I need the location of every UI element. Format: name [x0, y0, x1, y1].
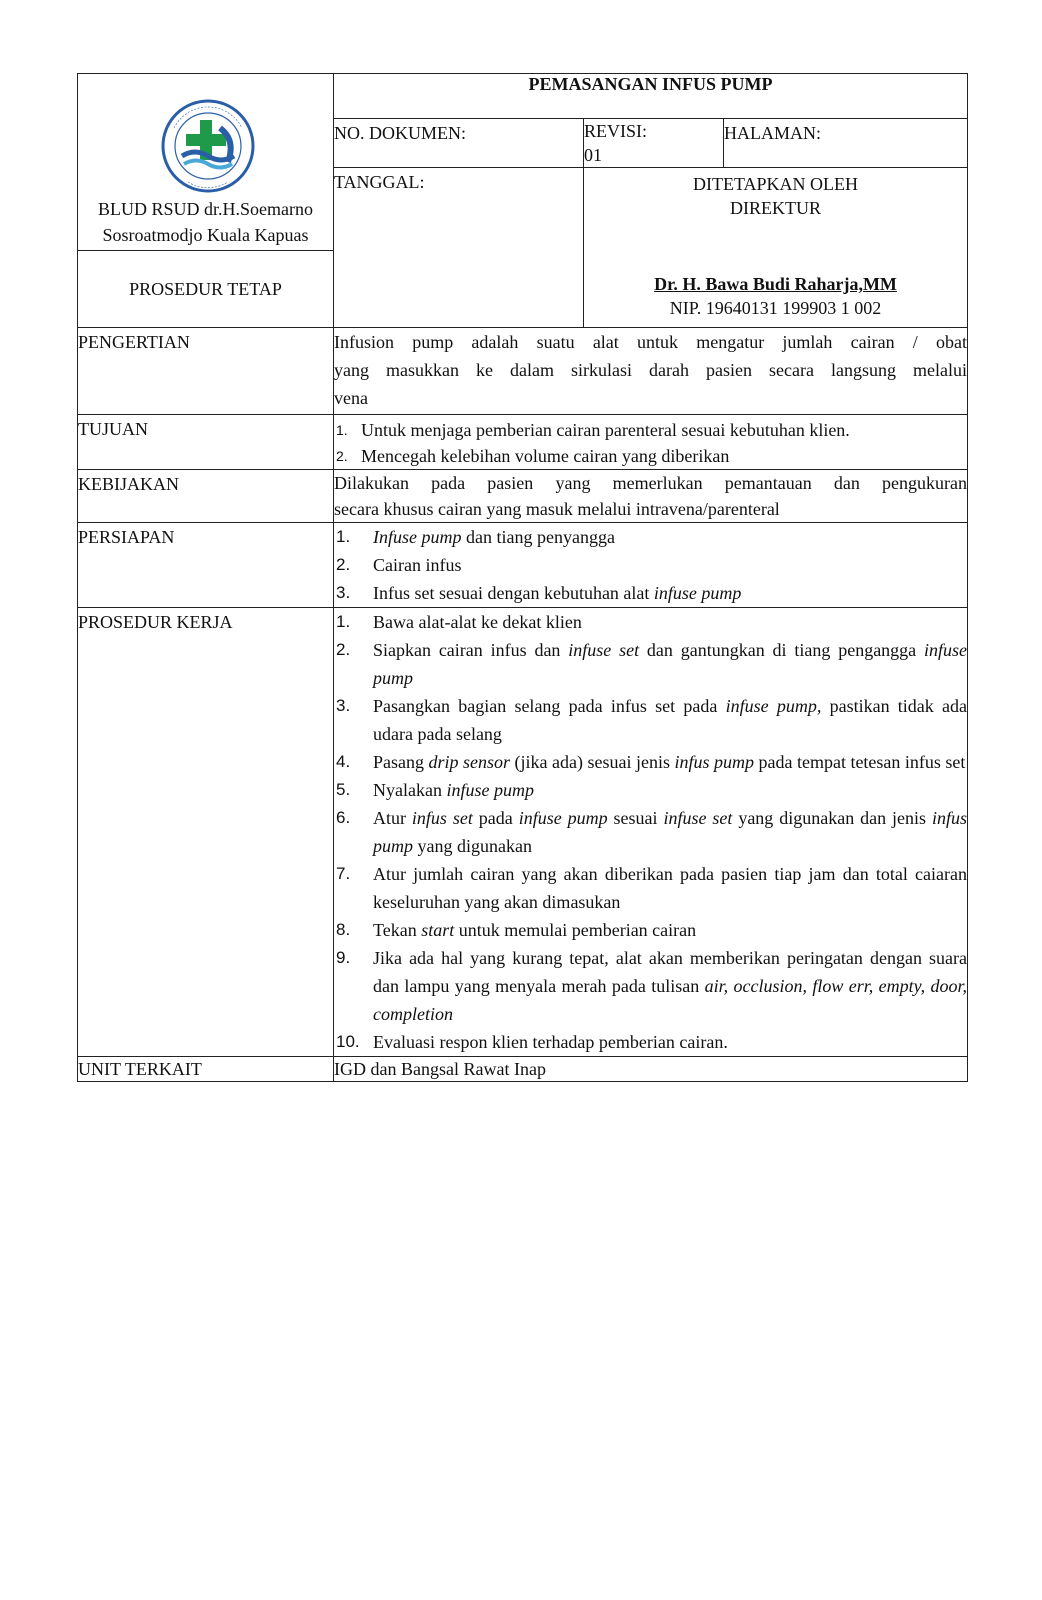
- list-item: 1. Infuse pump dan tiang penyangga: [336, 527, 615, 547]
- institution-name: [78, 196, 333, 250]
- pengertian-line-1: Infusion pump adalah suatu alat untuk mengatur jumlah cairan / obat: [334, 332, 968, 352]
- pengertian-label: PENGERTIAN: [78, 328, 334, 415]
- ditetapkan-cell: [584, 168, 968, 328]
- list-item: 3. Infus set sesuai dengan kebutuhan alat infuse pump: [336, 583, 742, 603]
- no-dokumen-cell: [334, 119, 584, 168]
- tujuan-list: [334, 417, 967, 469]
- no-dokumen-label: NO. DOKUMEN:: [334, 123, 466, 143]
- list-item: 2. Cairan infus: [336, 555, 462, 575]
- persiapan-content: [334, 523, 968, 608]
- kebijakan-content: [334, 470, 968, 523]
- signer-name: Dr. H. Bawa Budi Raharja,MM: [654, 274, 897, 294]
- list-item: 1. Bawa alat-alat ke dekat klien: [336, 612, 582, 632]
- prosedur-kerja-content: [334, 608, 968, 1057]
- pengertian-line-3: vena: [334, 388, 368, 408]
- list-item: 1. Untuk menjaga pemberian cairan parenteral sesuai kebutuhan klien.: [336, 420, 850, 440]
- list-item: 2. Mencegah kelebihan volume cairan yang diberikan: [336, 446, 730, 466]
- revisi-label: REVISI:: [584, 121, 647, 141]
- procedure-type: PROSEDUR TETAP: [78, 251, 334, 328]
- tujuan-label: TUJUAN: [78, 415, 334, 470]
- pengertian-content: [334, 328, 968, 415]
- list-item: 10. Evaluasi respon klien terhadap pemberian cairan.: [336, 1032, 728, 1052]
- persiapan-list: [334, 523, 967, 607]
- prosedur-kerja-list: [334, 608, 967, 1056]
- tanggal-label: TANGGAL:: [334, 172, 425, 192]
- revisi-cell: [584, 119, 724, 168]
- hospital-logo-icon: [160, 98, 256, 194]
- list-item: 2. Siapkan cairan infus dan infuse set dan gantungkan di tiang pengangga infuse pump: [336, 640, 967, 688]
- header-left-cell: [78, 74, 334, 251]
- hospital-logo: [78, 74, 333, 196]
- revisi-value: 01: [584, 145, 602, 165]
- document-title: PEMASANGAN INFUS PUMP: [334, 74, 968, 119]
- pengertian-line-2: yang masukkan ke dalam sirkulasi darah pasien secara langsung melalui: [334, 360, 968, 380]
- halaman-cell: [724, 119, 968, 168]
- list-item: 6. Atur infus set pada infuse pump sesuai infuse set yang digunakan dan jenis infus pump yang digunakan: [336, 808, 967, 856]
- kebijakan-line-1: Dilakukan pada pasien yang memerlukan pemantauan dan pengukuran: [334, 473, 968, 493]
- list-item: 5. Nyalakan infuse pump: [336, 780, 534, 800]
- ditetapkan-line-1: DITETAPKAN OLEH: [692, 174, 859, 194]
- institution-line-2: Sosroatmodjo Kuala Kapuas: [102, 225, 309, 245]
- unit-terkait-label: UNIT TERKAIT: [78, 1057, 334, 1082]
- institution-line-1: BLUD RSUD dr.H.Soemarno: [98, 199, 313, 219]
- ditetapkan-line-2: DIREKTUR: [730, 198, 821, 218]
- list-item: 9. Jika ada hal yang kurang tepat, alat akan memberikan peringatan dengan suara dan lampu yang menyala merah pada tulisan air, occlusion, flow err, empty, door, completion: [336, 948, 968, 1024]
- sop-document: [77, 73, 968, 1082]
- prosedur-kerja-label: PROSEDUR KERJA: [78, 608, 334, 1057]
- halaman-label: HALAMAN:: [724, 123, 821, 143]
- kebijakan-label: KEBIJAKAN: [78, 470, 334, 523]
- signer-nip: NIP. 19640131 199903 1 002: [669, 298, 882, 318]
- list-item: 7. Atur jumlah cairan yang akan diberikan pada pasien tiap jam dan total caiaran keseluruhan yang akan dimasukan: [336, 864, 968, 912]
- tanggal-cell: [334, 168, 584, 328]
- list-item: 4. Pasang drip sensor (jika ada) sesuai jenis infus pump pada tempat tetesan infus set: [336, 752, 966, 772]
- kebijakan-line-2: secara khusus cairan yang masuk melalui intravena/parenteral: [334, 499, 780, 519]
- unit-terkait-value: IGD dan Bangsal Rawat Inap: [334, 1057, 968, 1082]
- list-item: 8. Tekan start untuk memulai pemberian cairan: [336, 920, 697, 940]
- persiapan-label: PERSIAPAN: [78, 523, 334, 608]
- tujuan-content: [334, 415, 968, 470]
- list-item: 3. Pasangkan bagian selang pada infus set pada infuse pump, pastikan tidak ada udara pada selang: [336, 696, 968, 744]
